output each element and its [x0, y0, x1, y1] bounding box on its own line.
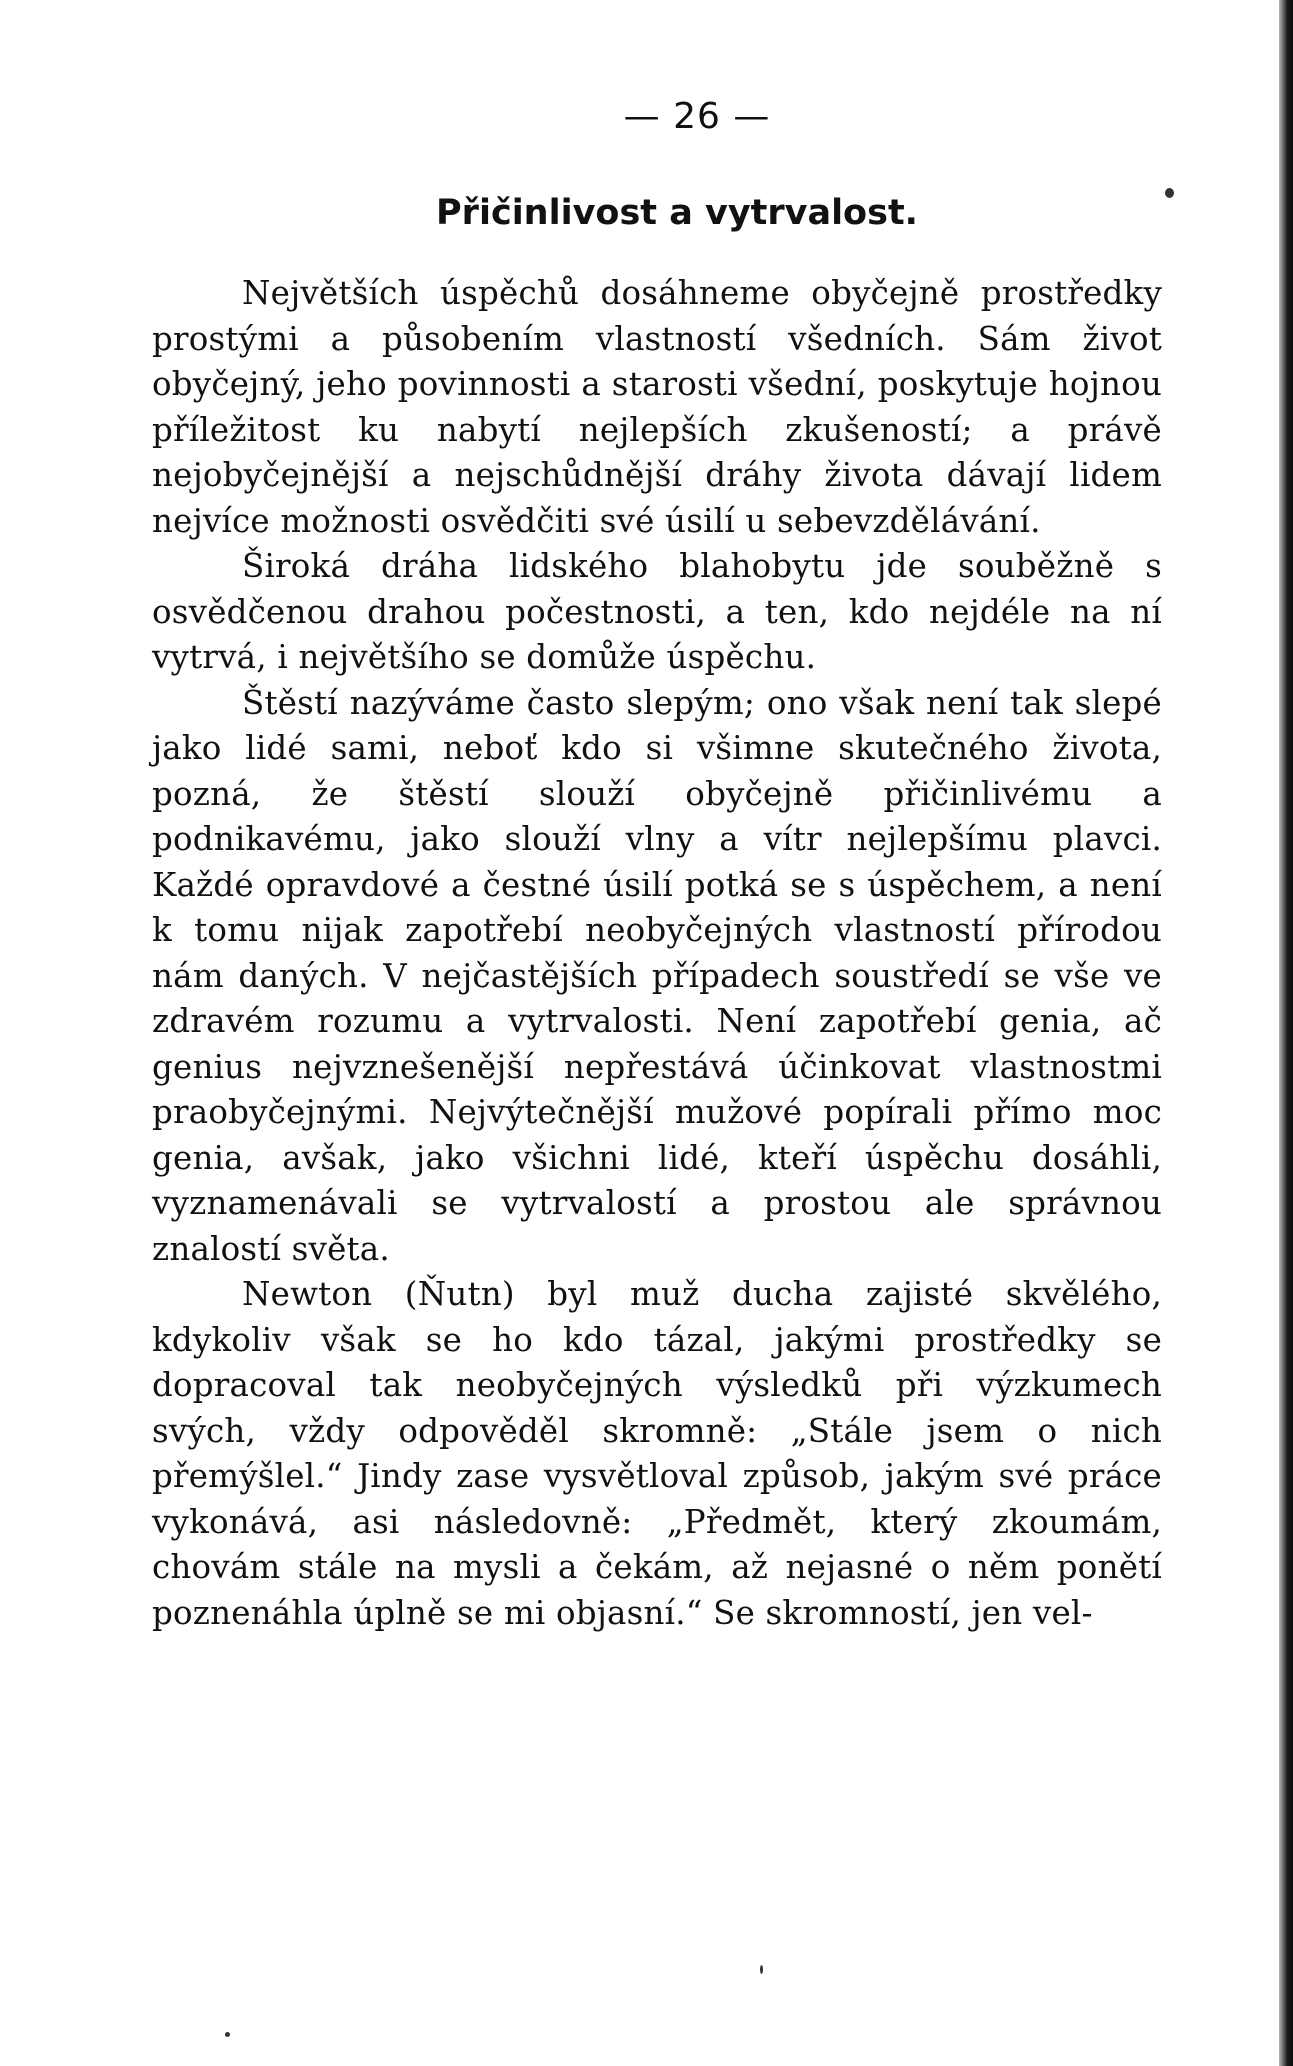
paragraph: Newton (Ňutn) byl muž ducha zajisté skvělého, kdykoliv však se ho kdo tázal, jakými prostředky se dopracoval tak neobyčejných výsledků při výzkumech svých, vždy odpověděl skromně: „Stále jsem o nich přemýšlel.“ Jindy zase vysvětloval způsob, jakým své práce vykonává, asi následovně: „Předmět, který zkoumám, chovám stále na mysli a čekám, až nejasné o něm ponětí poznenáhla úplně se mi objasní.“ Se skromností, jen vel- [152, 1275, 1162, 1632]
scan-border [1279, 0, 1293, 2066]
ink-speck [760, 1965, 763, 1974]
chapter-title: Přičinlivost a vytrvalost. [436, 193, 918, 233]
paragraph: Štěstí nazýváme často slepým; ono však není tak slepé jako lidé sami, neboť kdo si všimne skutečného života, pozná, že štěstí slouží obyčejně přičinlivému a podnikavému, jako slouží vlny a vítr nejlepšímu plavci. Každé opravdové a čestné úsilí potká se s úspěchem, a není k tomu nijak zapotřebí neobyčejných vlastností přírodou nám daných. V nejčastějších případech soustředí se vše ve zdravém rozumu a vytrvalosti. Není zapotřebí genia, ač genius nejvznešenější nepřestává účinkovat vlastnostmi praobyčejnými. Nejvýtečnější mužové popírali přímo moc genia, avšak, jako všichni lidé, kteří úspěchu dosáhli, vyznamenávali se vytrvalostí a prostou ale správnou znalostí světa. [152, 683, 1162, 1268]
paragraph: Široká dráha lidského blahobytu jde souběžně s osvědčenou drahou počestnosti, a ten, kdo nejdéle na ní vytrvá, i největšího se domůže úspěchu. [152, 547, 1162, 676]
book-page [152, 95, 1162, 1636]
page-number: — 26 — [623, 96, 771, 137]
ink-speck [1165, 188, 1174, 198]
paragraph: Největších úspěchů dosáhneme obyčejně prostředky prostými a působením vlastností všedních. Sám život obyčejný, jeho povinnosti a starosti všední, poskytuje hojnou příležitost ku nabytí nejlepších zkušeností; a právě nejobyčejnější a nejschůdnější dráhy života dávají lidem nejvíce možnosti osvědčiti své úsilí u sebevzdělávání. [152, 274, 1162, 540]
ink-speck [225, 2032, 230, 2037]
